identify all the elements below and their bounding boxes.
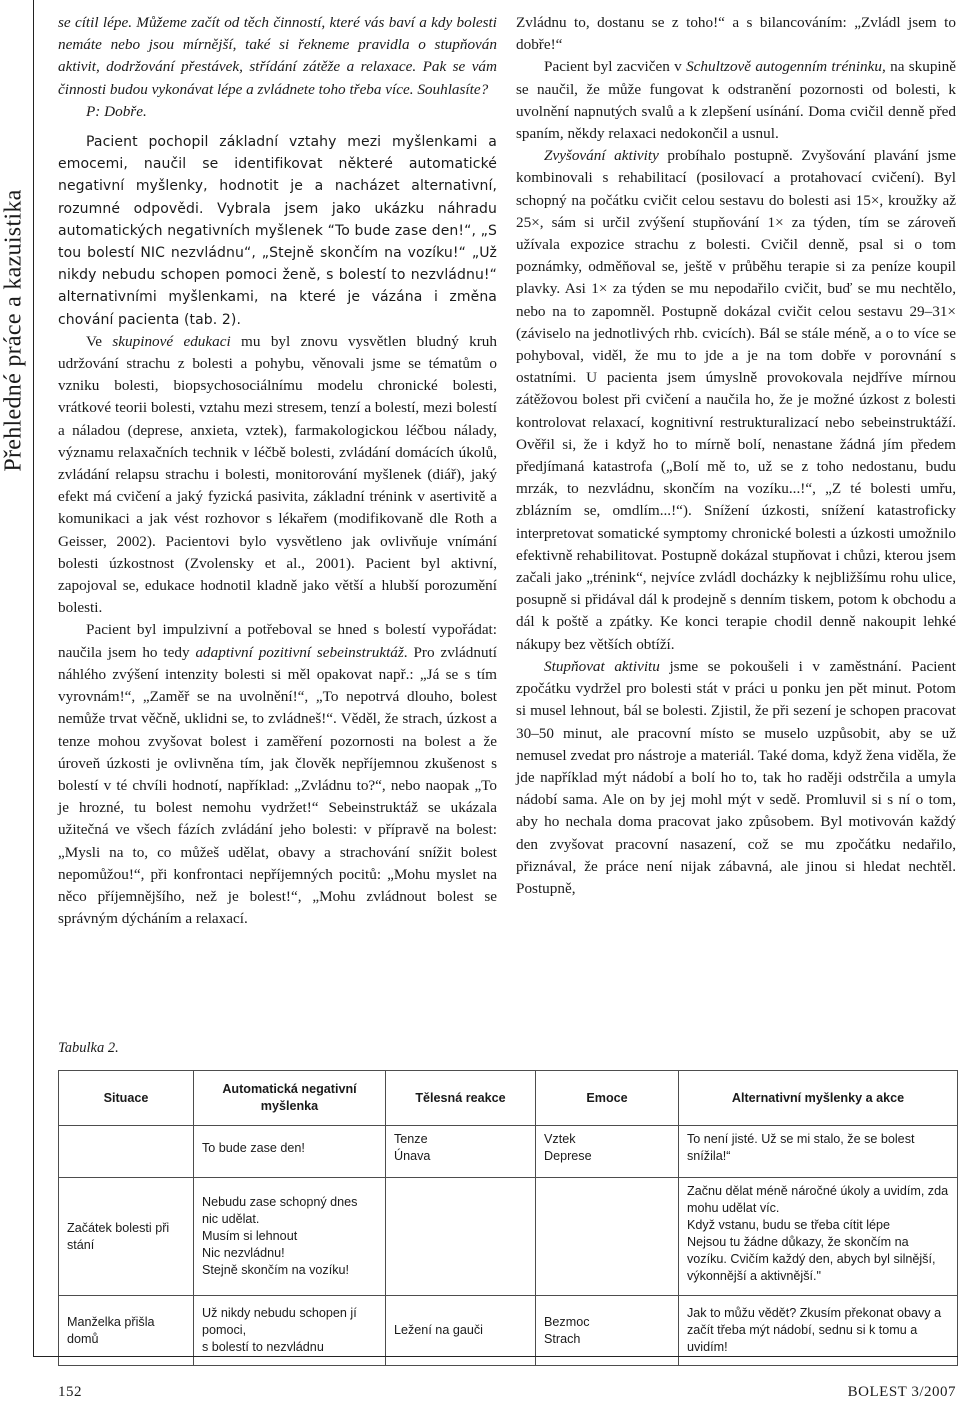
table-cell: Bezmoc Strach bbox=[536, 1296, 679, 1366]
paragraph-work-activity: Stupňovat aktivitu jsme se pokoušeli i v zaměstnání. Pacient zpočátku vydržel pro bolesti stát v práci u ponku jen pět minut. Potom si musel lehnout, bál se bolesti. Zjistil, že při sezení je schopen pracovat 30–50 minut, ale pracovní místo se muselo uzpůsobit, aby se už nemusel zvedat pro nástroje a materiál. Také doma, když žena viděla, že jde například mýt nádobí a bolí ho to, tak ho raději odstrčila a umyla nádobí sama. Ale on by jej mohl mýt v sedě. Promluvil si s ní o tom, aby ho nechala doma pracovat jako způsobem. Byl motivován každý den zvyšovat pracovní nasazení, což se mu zpočátku nedařilo, přiznával, že práce není nijak zábavná, ale jinou si hledat nechtěl. Postupně, bbox=[516, 657, 956, 897]
emphasis: adaptivní pozitivní sebeinstruktáž bbox=[195, 643, 404, 661]
column-header: Tělesná reakce bbox=[386, 1071, 536, 1126]
paragraph-activity-increase: Zvyšování aktivity probíhalo postupně. Zvyšování plavání jsme kombinovali s rehabilitací (posilovací a protahovací cvičení). Byl schopný na počátku cvičit celou sestavu do bolesti asi 15×, kroužky až 25×, sám si určil zvýšení stupňování 1× za týden, tím se zároveň užívala expozice strachu z bolesti. Cvičil denně, psal si o tom poznámky, odměňoval se, ještě v průběhu terapie si za peníze koupil plavky. Asi 1× za týden se mu nepodařilo cvičit, buď se mu nechtělo, nebo na to zapomněl. Postupně dokázal cvičit celou sestavu 29–31× (záviselo na jednotlivých rhb. cvicích). Bál se stále méně, a o to více se pohyboval, viděl, že mu to jde a je na tom dobře v porovnání s ostatními. U pacienta jsem úmyslně provokovala nejdříve mírnou zátěžovou bolest při cvičení a naučila ho, že je možné úzkost z bolesti kontrolovat relaxací, kognitivní restrukturalizací nebo sebeinstruktáží. Ověřil si, že i když ho to mírně bolí, nenastane žádná jím předem předjímaná katastrofa („Bolí mě to, už se z toho nedostanu, budu mrzák, to nezvládnu, skončím na vozíku...!“, „Z té bolesti umřu, zblázním se, omdlím...!“). Snížení úzkosti, snížení katastroficky interpretovat somatické symptomy chronické bolesti a úzkosti umožnilo efektivně rehabilitovat. Postupně dokázal stupňovat i chůzi, kterou jsem začali jako „trénink“, nejvíce zvládl docházky k nejbližšímu rohu ulice, posupně si přidával dál k prodejně s denním tiskem, potom k obchodu a dál k poště a zpátky. Ke konci terapie chodil denně nakoupit lehké nákupy bez větších obtíží. bbox=[516, 147, 956, 653]
table-cell: Už nikdy nebudu schopen jí pomoci, s bolestí to nezvládnu bbox=[194, 1296, 386, 1366]
table-cell bbox=[59, 1126, 194, 1178]
emphasis: Stupňovat aktivitu bbox=[544, 657, 660, 675]
table-row bbox=[59, 1296, 958, 1366]
table-cell: Ležení na gauči bbox=[386, 1296, 536, 1366]
table-cell: Manželka přišla domů bbox=[59, 1296, 194, 1366]
page-number: 152 bbox=[58, 1384, 82, 1400]
paragraph: Zvládnu to, dostanu se z toho!“ a s bilancováním: „Zvládl jsem to dobře!“ bbox=[516, 14, 956, 54]
dialog-therapist: se cítil lépe. Můžeme začít od těch činností, které vás baví a kdy bolesti nemáte nebo jsou mírnější, také si řekneme pravidla o stupňován aktivit, dodržování přestávek, střídání zátěže a relaxace. Pak se vám činnosti budou vykonávat lépe a zvládnete toho třeba více. Souhlasíte? bbox=[58, 14, 497, 98]
table-cell bbox=[386, 1178, 536, 1296]
table-row bbox=[59, 1178, 958, 1296]
table-cell: Začátek bolesti při stání bbox=[59, 1178, 194, 1296]
table-cell: Nebudu zase schopný dnes nic udělat. Musím si lehnout Nic nezvládnu! Stejně skončím na vozíku! bbox=[194, 1178, 386, 1296]
table-cell: To není jisté. Už se mi stalo, že se bolest snížila!“ bbox=[679, 1126, 958, 1178]
journal-issue: BOLEST 3/2007 bbox=[847, 1384, 956, 1400]
emphasis: skupinové edukaci bbox=[112, 332, 231, 350]
table-caption: Tabulka 2. bbox=[58, 1040, 119, 1056]
table-cell: Vztek Deprese bbox=[536, 1126, 679, 1178]
column-header: Alternativní myšlenky a akce bbox=[679, 1071, 958, 1126]
emphasis: Schultzově autogenním tréninku bbox=[686, 58, 882, 76]
right-column bbox=[516, 12, 956, 900]
paragraph-self-instruction: Pacient byl impulzivní a potřeboval se hned s bolestí vypořádat: naučila jsem ho tedy adaptivní pozitivní sebeinstruktáž. Pro zvládnutí náhlého zvýšení intenzity bolesti si měl opakovat např.: „Já se s tím vyrovnám!“, „Zaměř se na uvolnění!“, „To nepotrvá dlouho, bolest nemůže trvat věčně, uklidni se, to zvládneš!“. Věděl, že strach, úzkost a tenze mohou zvyšovat bolest i zaměření pozornosti na bolest a že úroveň úzkosti je ovlivněna tím, jak člověk nepříjemnou zkušenost s bolestí v té chvíli hodnotí, například: „Zvládnu to?“, nebo naopak „To je hrozné, tu bolest nemohu vydržet!“ Sebeinstruktáž se ukázala užitečná ve všech fázích zvládání jeho bolesti: v přípravě na bolest: „Mysli na to, co můžeš udělat, obavy a strachování snížit bolest nepomůžou!“, při konfrontaci nepříjemných pocitů: „Mohu myslet na něco příjemnějšího, než je bolest!“, „Mohu zvládnout bolest se správným dýcháním a relaxací. bbox=[58, 621, 497, 928]
table-cell: Jak to můžu vědět? Zkusím překonat obavy a začít třeba mýt nádobí, sednu si k tomu a uvidím! bbox=[679, 1296, 958, 1366]
table-cell bbox=[536, 1178, 679, 1296]
left-column bbox=[58, 12, 497, 930]
footer-rule bbox=[33, 1356, 958, 1357]
table-cell: Tenze Únava bbox=[386, 1126, 536, 1178]
margin-rule bbox=[33, 0, 34, 1356]
column-header: Automatická negativní myšlenka bbox=[194, 1071, 386, 1126]
emphasis: Zvyšování aktivity bbox=[544, 147, 659, 165]
table-2 bbox=[58, 1070, 958, 1366]
paragraph-group-education: Ve skupinové edukaci mu byl znovu vysvětlen bludný kruh udržování strachu z bolesti a pohybu, věnovali jsme se tématům o vzniku bolesti, biopsychosociálnímu modelu chronické bolesti, vrátkové teorii bolesti, vztahu mezi stresem, tenzí a bolestí, mezi bolestí a náladou (deprese, anxieta, vztek), farmakologickou léčbou nálady, významu relaxačních technik v léčbě bolesti, zvládání domácích úkolů, zvládání relapsu strachu i bolesti, monitorování myšlenek (diář), jaký efekt má cvičení a jaký fyzická pasivita, základní trénink v asertivitě a komunikaci a jak vést rozhovor s lékařem (modifikovaně dle Roth a Geisser, 2002). Pacientovi bylo vysvětleno jak ovlivňuje vnímání bolesti úzkostnost (Zvolensky et al., 2001). Pacient byl aktivní, zapojoval se, edukace hodnotil kladně jako větší a hlubší porozumění bolesti. bbox=[58, 332, 497, 617]
paragraph-autogenic-training: Pacient byl zacvičen v Schultzově autogenním tréninku, na skupině se naučil, že může fungovat k odstranění pozornosti od bolesti, k uvolnění napnutých svalů a k zlepšení usínání. Doma cvičil denně před spaním, někdy relaxaci nedokončil a usnul. bbox=[516, 58, 956, 143]
section-title: Přehledné práce a kazuistika bbox=[0, 188, 27, 472]
paragraph: Pacient pochopil základní vztahy mezi myšlenkami a emocemi, naučil se identifikovat některé automatické negativní myšlenky, hodnotit je a nacházet alternativní, rozumné odpovědi. Vybrala jsem jako ukázku náhradu automatických negativních myšlenek “To bude zase den!“, „S tou bolestí NIC nezvládnu“, „Stejně skončím na vozíku!“ „Už nikdy nebudu schopen pomoci ženě, s bolestí to nezvládnu!“ alternativními myšlenkami, na které je vázána i změna chování pacienta (tab. 2). bbox=[58, 134, 497, 328]
table-header-row bbox=[59, 1071, 958, 1126]
table-cell: To bude zase den! bbox=[194, 1126, 386, 1178]
table-row bbox=[59, 1126, 958, 1178]
dialog-patient: P: Dobře. bbox=[86, 102, 147, 120]
column-header: Emoce bbox=[536, 1071, 679, 1126]
table-cell: Začnu dělat méně náročné úkoly a uvidím, zda mohu udělat víc. Když vstanu, budu se třeba cítit lépe Nejsou tu žádne důkazy, že skončím na vozíku. Cvičím každý den, abych byl silnější, výkonnější a aktivnější." bbox=[679, 1178, 958, 1296]
column-header: Situace bbox=[59, 1071, 194, 1126]
